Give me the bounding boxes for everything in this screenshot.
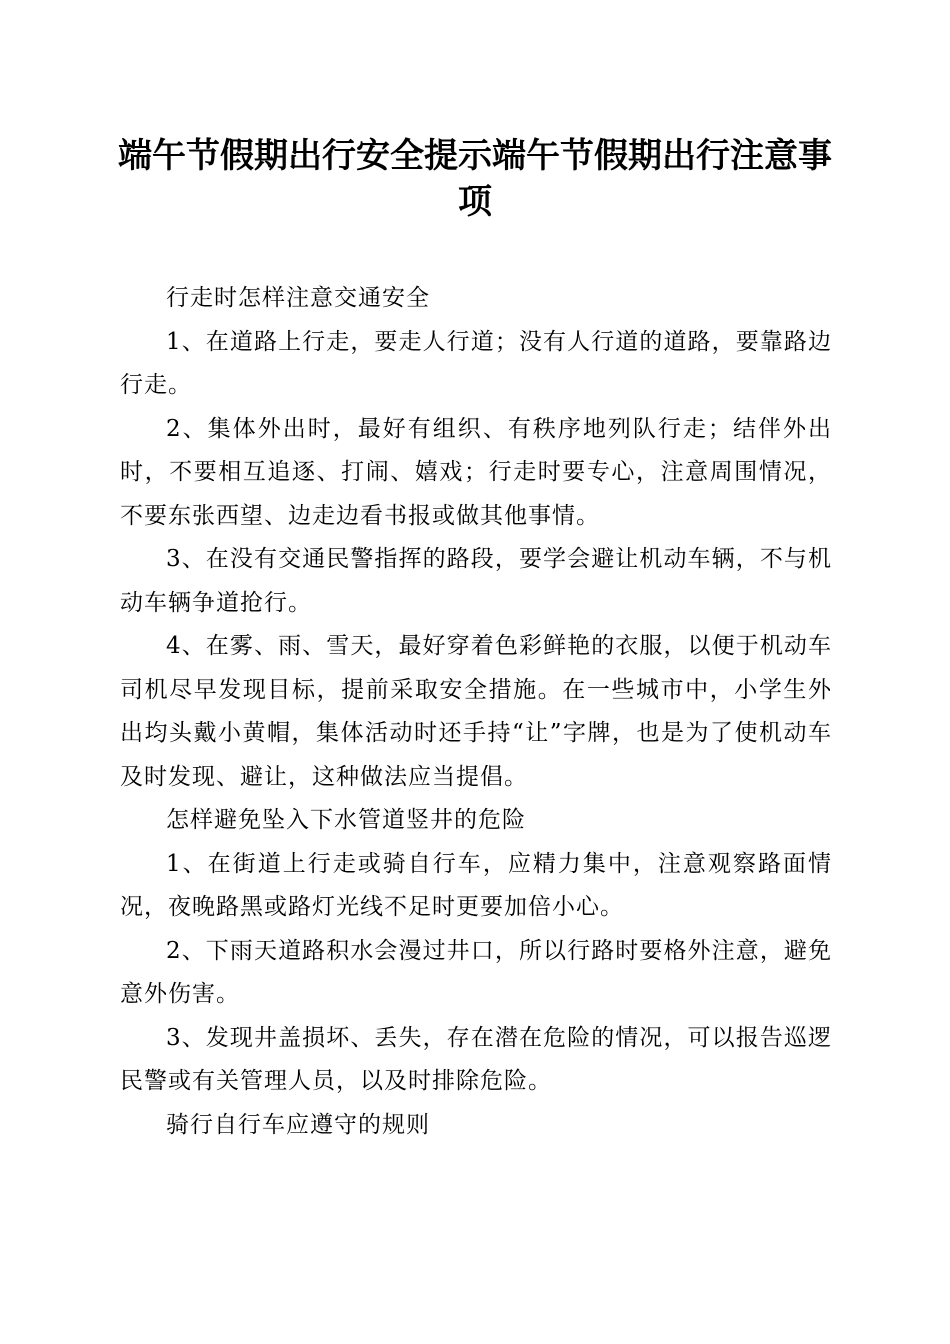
paragraph-manhole-2: 2、下雨天道路积水会漫过井口，所以行路时要格外注意，避免意外伤害。 — [120, 937, 832, 1007]
paragraph-manhole-3: 3、发现井盖损坏、丢失，存在潜在危险的情况，可以报告巡逻民警或有关管理人员，以及时排除危险。 — [120, 1024, 832, 1094]
paragraph-walking-3: 3、在没有交通民警指挥的路段，要学会避让机动车辆，不与机动车辆争道抢行。 — [120, 546, 832, 616]
paragraph-manhole-1: 1、在街道上行走或骑自行车，应精力集中，注意观察路面情况，夜晚路黑或路灯光线不足时更要加倍小心。 — [120, 850, 832, 920]
paragraph-walking-1: 1、在道路上行走，要走人行道；没有人行道的道路，要靠路边行走。 — [120, 328, 832, 398]
paragraph-walking-2: 2、集体外出时，最好有组织、有秩序地列队行走；结伴外出时，不要相互追逐、打闹、嬉戏；行走时要专心，注意周围情况，不要东张西望、边走边看书报或做其他事情。 — [120, 415, 832, 529]
section-heading-manhole-safety: 怎样避免坠入下水管道竖井的危险 — [166, 807, 526, 833]
section-heading-walking-safety: 行走时怎样注意交通安全 — [166, 285, 430, 311]
section-heading-cycling-rules: 骑行自行车应遵守的规则 — [166, 1111, 430, 1138]
document-body — [120, 277, 832, 1147]
paragraph-walking-4: 4、在雾、雨、雪天，最好穿着色彩鲜艳的衣服，以便于机动车司机尽早发现目标，提前采取安全措施。在一些城市中，小学生外出均头戴小黄帽，集体活动时还手持“让”字牌，也是为了使机动车及时发现、避让，这种做法应当提倡。 — [120, 633, 832, 790]
document-title: 端午节假期出行安全提示端午节假期出行注意事项 — [118, 136, 832, 222]
